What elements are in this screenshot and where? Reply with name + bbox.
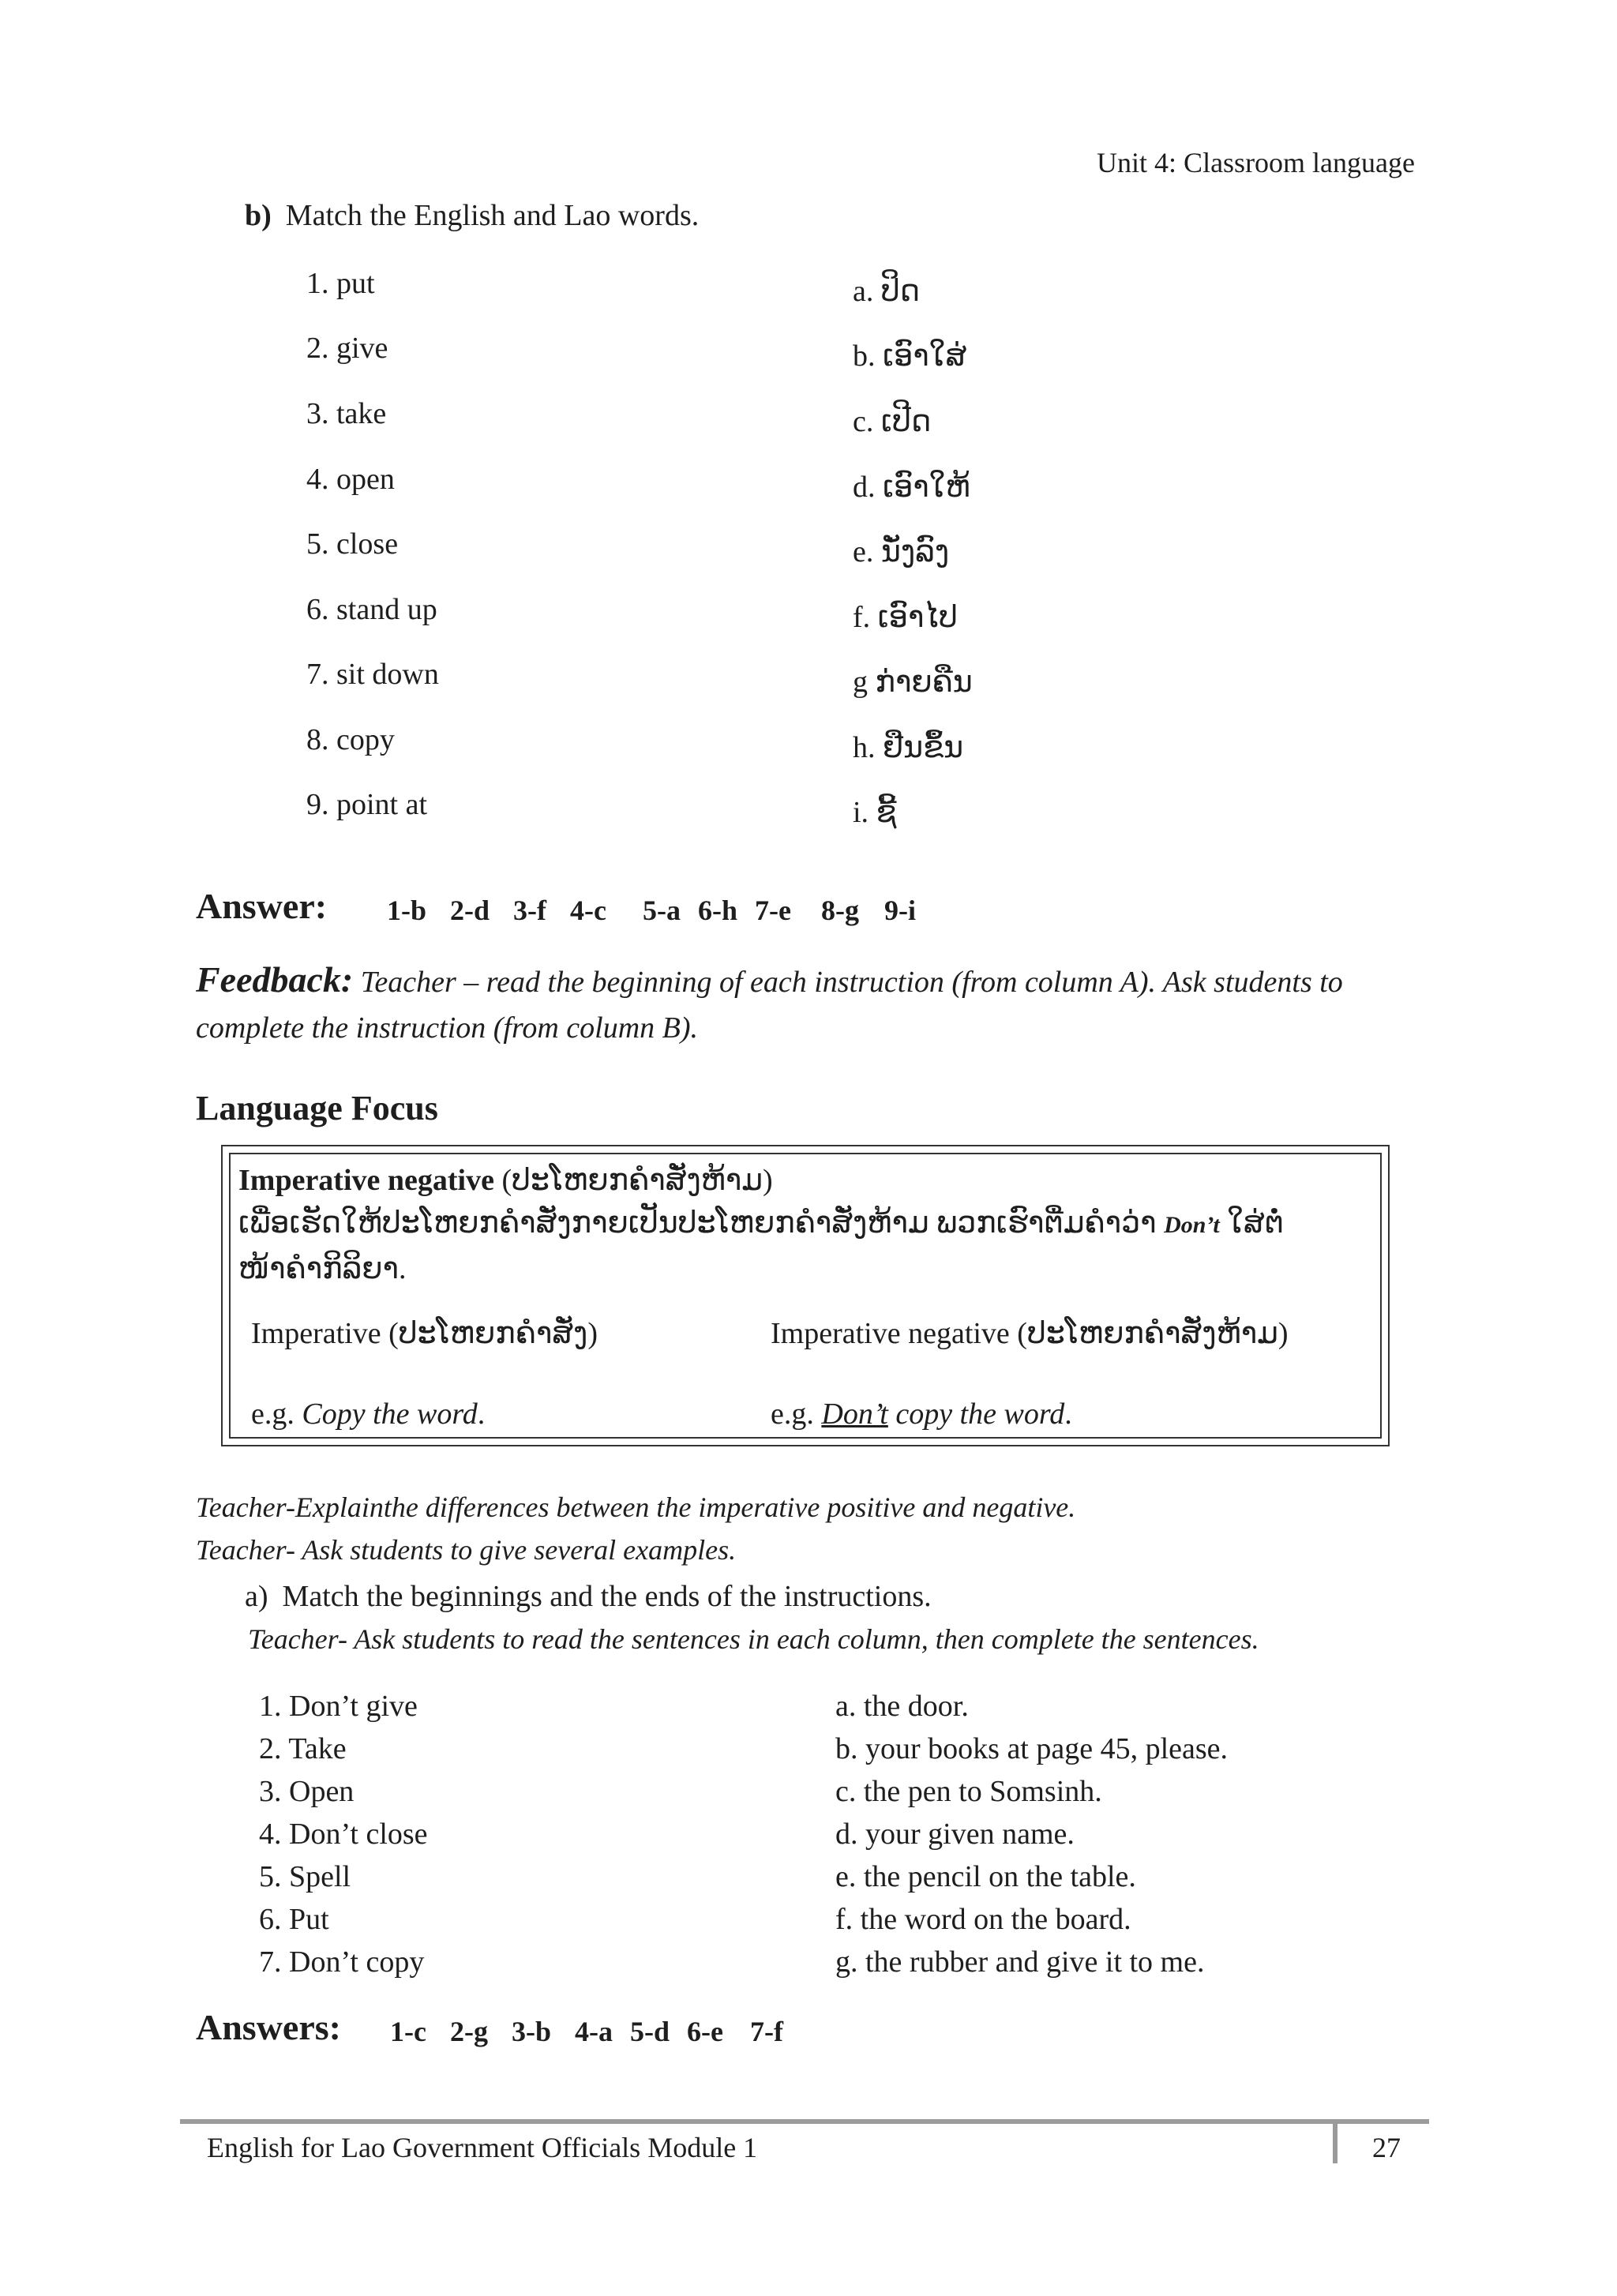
match-right-h: h. ຢືນຂຶ້ນ	[853, 731, 964, 764]
answer-item: 9-i	[884, 895, 916, 926]
footer-divider	[1333, 2119, 1337, 2163]
eg-prefix: e.g.	[251, 1397, 302, 1431]
sentence-end-e: e. the pencil on the table.	[835, 1860, 1136, 1893]
answer-item: 6-e	[687, 2016, 723, 2047]
match-left-7: 7. sit down	[306, 658, 439, 691]
answer-item: 1-b	[387, 895, 427, 926]
task-b-text: Match the English and Lao words.	[285, 199, 700, 232]
match-left-8: 8. copy	[306, 723, 395, 756]
grammar-col2-example	[771, 1396, 1072, 1432]
match-left-4: 4. open	[306, 463, 395, 496]
sentence-end-f: f. the word on the board.	[835, 1903, 1131, 1936]
grammar-desc-before: ເພື່ອເຮັດໃຫ້ປະໂຫຍກຄຳສັ່ງກາຍເປັນປະໂຫຍກຄຳສັ່ງຫ້າມ ພວກເຮົາຕື່ມຄຳວ່າ	[238, 1206, 1165, 1240]
grammar-col1-example	[251, 1396, 485, 1432]
match-right-e: e. ນັ່ງລົງ	[853, 535, 950, 568]
sentence-end-b: b. your books at page 45, please.	[835, 1732, 1229, 1765]
match-right-c: c. ເປີດ	[853, 405, 932, 438]
match-left-6: 6. stand up	[306, 593, 437, 626]
grammar-box-desc-line1	[238, 1205, 1284, 1244]
answer-item: 4-a	[574, 2016, 613, 2047]
eg-prefix: e.g.	[771, 1397, 822, 1431]
sentence-end-d: d. your given name.	[835, 1818, 1075, 1851]
teacher-note: Teacher- Ask students to give several examples.	[196, 1534, 737, 1566]
answer-item: 1-c	[390, 2016, 426, 2047]
task-b-letter: b)	[245, 199, 272, 232]
match-left-2: 2. give	[306, 332, 388, 365]
grammar-desc-after1: ໃສ່ຕໍ່	[1219, 1206, 1285, 1240]
task-b-instruction	[245, 197, 699, 234]
answer-item: 5-a	[642, 895, 681, 926]
sentence-start-5: 5. Spell	[259, 1860, 351, 1893]
grammar-box-title	[238, 1162, 773, 1199]
match-right-d: d. ເອົາໃຫ້	[853, 471, 970, 504]
grammar-title-bold: Imperative negative	[238, 1164, 494, 1197]
eg-end: .	[1064, 1397, 1072, 1431]
sentence-end-a: a. the door.	[835, 1690, 969, 1723]
match-right-a: a. ປິດ	[853, 275, 921, 308]
task-a-text: Match the beginnings and the ends of the instructions.	[282, 1580, 932, 1613]
answer-item: 2-d	[450, 895, 490, 926]
language-focus-title: Language Focus	[196, 1089, 438, 1127]
footer-rule	[180, 2119, 1429, 2124]
answer-item: 2-g	[449, 2016, 488, 2047]
grammar-title-lao: (ປະໂຫຍກຄຳສັ່ງຫ້າມ)	[493, 1164, 773, 1197]
eg-underlined: Don’t	[821, 1397, 888, 1431]
answer-item: 4-c	[570, 895, 606, 926]
match-left-5: 5. close	[306, 527, 399, 561]
teacher-notes	[196, 1486, 1075, 1571]
footer-title: English for Lao Government Officials Module 1	[207, 2132, 758, 2163]
grammar-box-desc-line2: ໜ້າຄຳກິລິຍາ.	[238, 1252, 407, 1285]
match-left-3: 3. take	[306, 397, 387, 430]
grammar-col1-head: Imperative (ປະໂຫຍກຄຳສັ່ງ)	[251, 1317, 598, 1350]
answers-label: Answers:	[196, 2007, 341, 2047]
grammar-desc-dont: Don’t	[1164, 1212, 1220, 1238]
sentence-start-2: 2. Take	[259, 1732, 347, 1765]
sentence-start-4: 4. Don’t close	[259, 1818, 428, 1851]
sentence-start-3: 3. Open	[259, 1775, 355, 1808]
match-right-b: b. ເອົາໃສ່	[853, 340, 967, 373]
match-left-9: 9. point at	[306, 788, 428, 821]
answer-label: Answer:	[196, 886, 328, 926]
page-number: 27	[1372, 2132, 1401, 2163]
answer-item: 3-f	[513, 895, 547, 926]
answer-item: 7-e	[755, 895, 791, 926]
task-a-letter: a)	[245, 1580, 268, 1613]
teacher-note: Teacher-Explainthe differences between the imperative positive and negative.	[196, 1491, 1076, 1523]
grammar-box	[221, 1145, 1390, 1446]
running-header: Unit 4: Classroom language	[1097, 147, 1415, 178]
match-right-g: g ກ່າຍຄືນ	[853, 666, 973, 699]
feedback-text: Teacher – read the beginning of each instruction (from column A). Ask students to complete the instruction (from column B).	[196, 966, 1343, 1045]
answer-list	[387, 886, 940, 932]
answer-item: 7-f	[749, 2016, 783, 2047]
answer-item: 5-d	[629, 2016, 670, 2047]
answer-item: 8-g	[820, 895, 859, 926]
sentence-end-g: g. the rubber and give it to me.	[835, 1945, 1205, 1979]
eg-end: .	[477, 1397, 486, 1431]
match-left-1: 1. put	[306, 267, 375, 300]
match-right-i: i. ຊີ້	[853, 796, 897, 829]
sentence-start-1: 1. Don’t give	[259, 1690, 418, 1723]
sentence-start-7: 7. Don’t copy	[259, 1945, 425, 1979]
feedback-label: Feedback:	[196, 959, 354, 1000]
grammar-col2-head: Imperative negative (ປະໂຫຍກຄຳສັ່ງຫ້າມ)	[771, 1317, 1289, 1350]
answer-item: 3-b	[511, 2016, 551, 2047]
eg-italic: Copy the word	[302, 1397, 478, 1431]
match-right-f: f. ເອົາໄປ	[853, 601, 958, 634]
answers-list	[390, 2007, 807, 2054]
task-a-instruction	[245, 1576, 932, 1617]
feedback-paragraph	[196, 957, 1428, 1051]
task-a-note: Teacher- Ask students to read the sentences in each column, then complete the sentences.	[248, 1623, 1259, 1655]
sentence-end-c: c. the pen to Somsinh.	[835, 1775, 1102, 1808]
eg-italic: copy the word	[887, 1397, 1065, 1431]
sentence-start-6: 6. Put	[259, 1903, 329, 1936]
answer-item: 6-h	[697, 895, 737, 926]
